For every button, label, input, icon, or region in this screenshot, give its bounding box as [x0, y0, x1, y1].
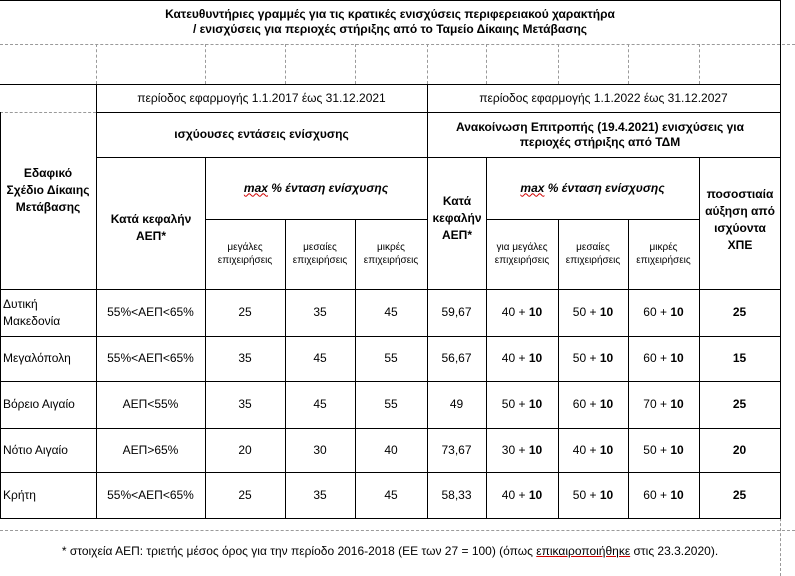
bonus-value: 10: [528, 442, 543, 457]
gdp-old-cell: 55%<ΑΕΠ<65%: [107, 305, 194, 319]
base-value: 50: [501, 397, 516, 411]
footnote-part-3: στις 23.3.2020).: [630, 543, 719, 558]
new-small-cell: [628, 472, 699, 518]
intensity-label-new: % ένταση ενίσχυσης: [544, 180, 665, 195]
new-small-cell: [628, 289, 699, 336]
increase-cell: 15: [732, 351, 747, 365]
new-medium-cell: [558, 381, 628, 428]
max-label: max: [243, 180, 268, 195]
plus-sign: +: [515, 305, 529, 319]
new-large-cell: [486, 381, 558, 428]
page-title: [0, 2, 780, 42]
intensity-label: % ένταση ενίσχυσης: [267, 180, 389, 195]
period-new: περίοδος εφαρμογής 1.1.2022 έως 31.12.2027: [479, 90, 728, 105]
max-intensity-old-header: [205, 157, 427, 219]
new-large-cell: [486, 472, 558, 518]
bonus-value: 10: [599, 487, 614, 502]
bonus-value: 10: [599, 397, 614, 411]
plus-sign: +: [515, 351, 529, 365]
old-small-header: μικρές επιχειρήσεις: [363, 242, 419, 266]
base-value: 60: [643, 487, 657, 502]
new-large-cell: [486, 428, 558, 472]
new-medium-cell: [558, 428, 628, 472]
gdp-new-cell: 73,67: [441, 442, 472, 457]
old-medium-cell: 35: [313, 305, 327, 319]
bonus-value: 10: [528, 487, 543, 502]
old-large-cell: 35: [238, 397, 252, 411]
base-value: 50: [572, 351, 587, 365]
base-value: 70: [643, 397, 657, 411]
current-intensities-header: ισχύουσες εντάσεις ενίσχυσης: [174, 127, 349, 141]
region-cell: Μεγαλόπολη: [3, 351, 71, 365]
bonus-value: 10: [670, 305, 684, 319]
new-medium-header: μεσαίες επιχειρήσεις: [565, 242, 621, 266]
region-cell: Νότιο Αιγαίο: [3, 442, 68, 457]
base-value: 30: [501, 442, 516, 457]
increase-cell: 20: [732, 442, 747, 457]
base-value: 60: [643, 351, 657, 365]
old-small-cell: 40: [384, 442, 398, 457]
old-large-cell: 35: [238, 351, 252, 365]
bonus-value: 10: [528, 351, 543, 365]
gdp-new-cell: 58,33: [441, 487, 472, 502]
base-value: 60: [643, 305, 657, 319]
plus-sign: +: [586, 305, 600, 319]
new-medium-cell: [558, 336, 628, 381]
new-small-cell: [628, 381, 699, 428]
new-small-cell: [628, 336, 699, 381]
old-small-cell: 45: [384, 487, 398, 502]
new-large-cell: [486, 289, 558, 336]
title-line-2: / ενισχύσεις για περιοχές στήριξης από το Ταμείο Δίκαιης Μετάβασης: [192, 22, 588, 36]
bonus-value: 10: [599, 305, 614, 319]
gdp-new-cell: 49: [449, 397, 464, 411]
plus-sign: +: [586, 397, 600, 411]
gdp-old-cell: ΑΕΠ<55%: [122, 397, 179, 411]
base-value: 50: [643, 442, 657, 457]
period-old: περίοδος εφαρμογής 1.1.2017 έως 31.12.2021: [137, 90, 386, 105]
increase-cell: 25: [732, 305, 747, 319]
base-value: 40: [501, 487, 516, 502]
bonus-value: 10: [670, 397, 684, 411]
plus-sign: +: [656, 351, 671, 365]
base-value: 40: [572, 442, 587, 457]
region-cell: Κρήτη: [3, 487, 36, 502]
max-label-new: max: [520, 180, 545, 195]
old-large-cell: 25: [238, 487, 252, 502]
plus-sign: +: [656, 397, 671, 411]
old-medium-header: μεσαίες επιχειρήσεις: [292, 242, 348, 266]
new-medium-cell: [558, 472, 628, 518]
new-small-cell: [628, 428, 699, 472]
plus-sign: +: [656, 305, 671, 319]
gdp-old-cell: 55%<ΑΕΠ<65%: [107, 351, 194, 365]
increase-cell: 25: [732, 397, 747, 411]
old-small-cell: 55: [384, 397, 398, 411]
old-large-cell: 25: [238, 305, 252, 319]
base-value: 60: [572, 397, 587, 411]
bonus-value: 10: [670, 442, 684, 457]
gdp-old-cell: 55%<ΑΕΠ<65%: [107, 487, 194, 502]
title-line-1: Κατευθυντήριες γραμμές για τις κρατικές ενισχύσεις περιφερειακού χαρακτήρα: [165, 7, 615, 21]
increase-cell: 25: [732, 487, 747, 502]
old-small-cell: 45: [384, 305, 398, 319]
bonus-value: 10: [599, 351, 614, 365]
plus-sign: +: [515, 487, 529, 502]
base-value: 40: [501, 351, 516, 365]
old-small-cell: 55: [384, 351, 398, 365]
base-value: 40: [501, 305, 516, 319]
new-small-header: μικρές επιχειρήσεις: [636, 242, 691, 266]
gdp-new-cell: 59,67: [441, 305, 472, 319]
plus-sign: +: [586, 351, 600, 365]
region-cell: Βόρειο Αιγαίο: [3, 397, 75, 411]
plus-sign: +: [515, 397, 529, 411]
new-large-header: για μεγάλες επιχειρήσεις: [494, 242, 550, 266]
territorial-plan-header: Εδαφικό Σχέδιο Δίκαιης Μετάβασης: [6, 165, 90, 214]
gdp-old-cell: ΑΕΠ>65%: [122, 442, 179, 457]
footnote: [0, 540, 780, 562]
old-large-cell: 20: [238, 442, 252, 457]
old-medium-cell: 35: [313, 487, 327, 502]
gdp-new-cell: 56,67: [441, 351, 472, 365]
plus-sign: +: [656, 487, 671, 502]
plus-sign: +: [656, 442, 671, 457]
plus-sign: +: [586, 487, 600, 502]
bonus-value: 10: [670, 351, 684, 365]
pct-increase-header: ποσοστιαία αύξηση από ισχύοντα ΧΠΕ: [705, 187, 775, 252]
old-medium-cell: 45: [313, 351, 327, 365]
plus-sign: +: [586, 442, 600, 457]
bonus-value: 10: [528, 397, 543, 411]
base-value: 50: [572, 305, 587, 319]
bonus-value: 10: [599, 442, 614, 457]
region-cell: Δυτική Μακεδονία: [3, 296, 61, 328]
footnote-part-2: επικαιροποιήθηκε: [536, 543, 631, 558]
bonus-value: 10: [528, 305, 543, 319]
old-medium-cell: 30: [313, 442, 327, 457]
max-intensity-new-header: [486, 157, 699, 219]
gdp-per-capita-new-header: Κατά κεφαλήν ΑΕΠ*: [432, 193, 482, 242]
footnote-part-1: * στοιχεία ΑΕΠ: τριετής μέσος όρος για την περίοδο 2016-2018 (ΕΕ των 27 = 100) (όπως: [61, 543, 537, 558]
bonus-value: 10: [670, 487, 684, 502]
commission-notice-header: Ανακοίνωση Επιτροπής (19.4.2021) ενισχύσεις για περιοχές στήριξης από ΤΔΜ: [455, 119, 745, 149]
base-value: 50: [572, 487, 587, 502]
old-medium-cell: 45: [313, 397, 327, 411]
new-medium-cell: [558, 289, 628, 336]
plus-sign: +: [515, 442, 529, 457]
old-large-header: μεγάλες επιχειρήσεις: [217, 242, 273, 266]
gdp-per-capita-old-header: Κατά κεφαλήν ΑΕΠ*: [110, 211, 192, 243]
new-large-cell: [486, 336, 558, 381]
